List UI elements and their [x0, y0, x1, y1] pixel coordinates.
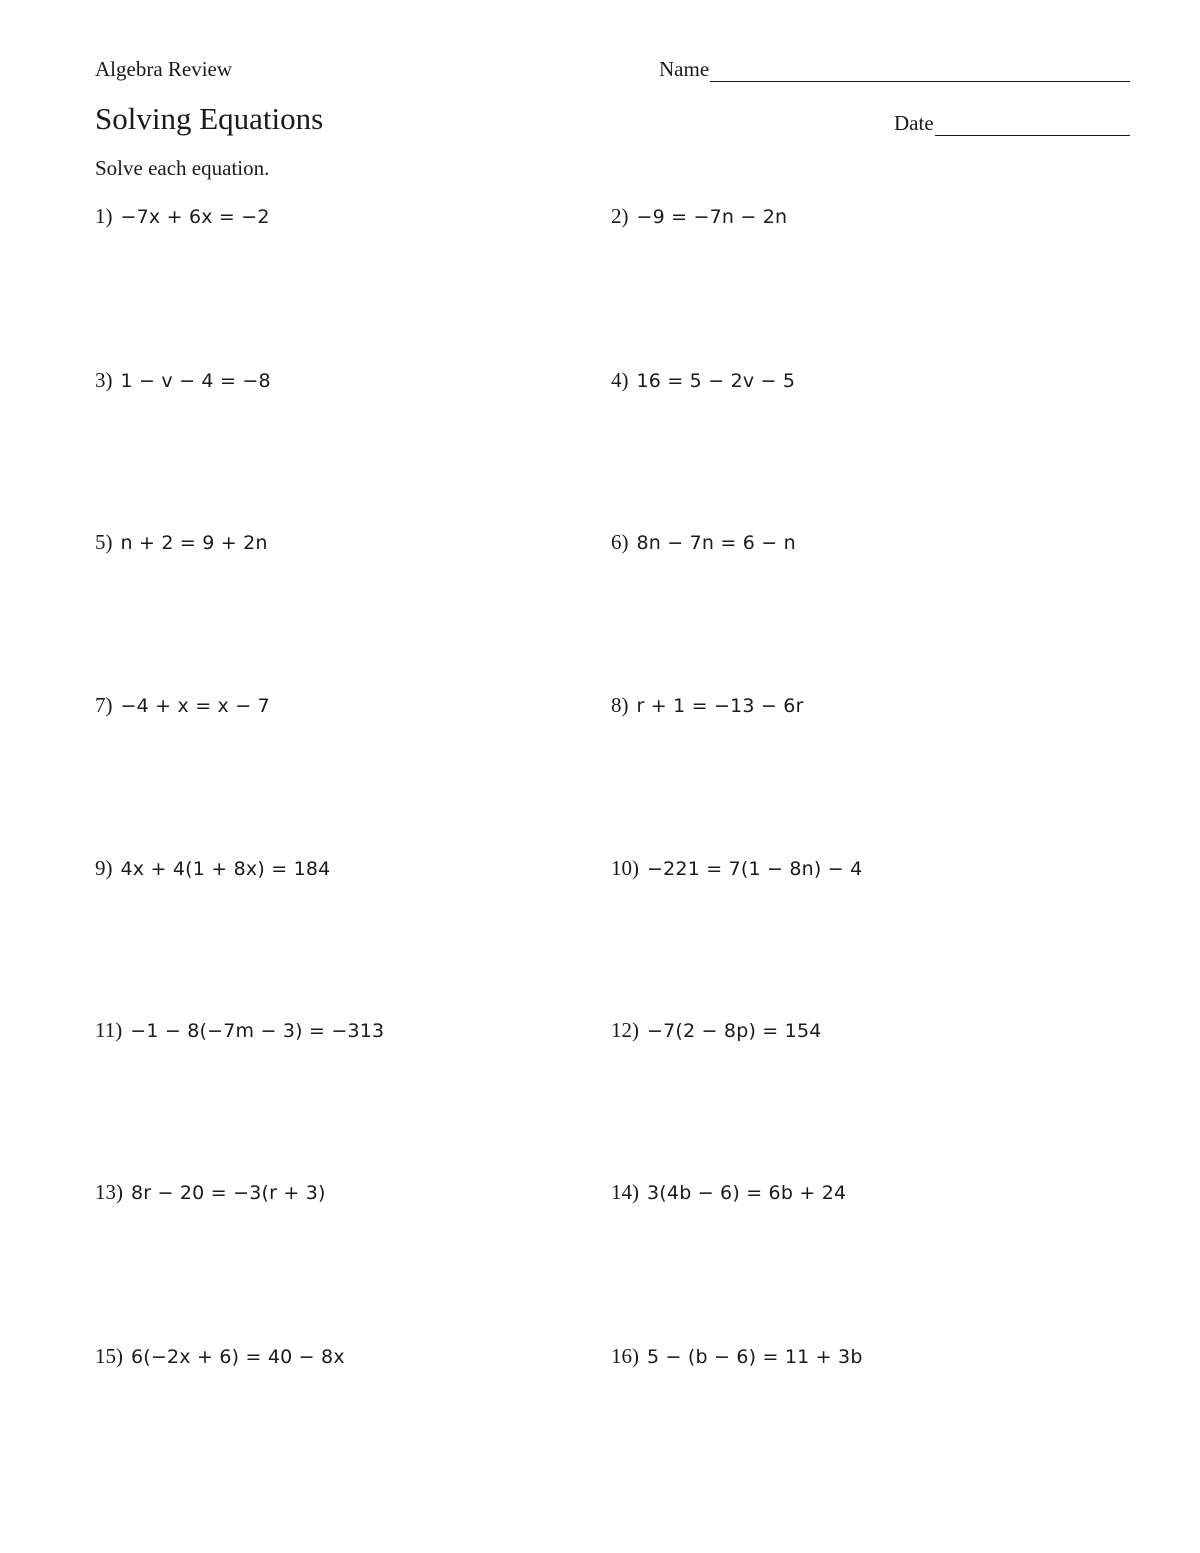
problem-equation: 8n − 7n = 6 − n: [636, 532, 796, 554]
problem-number: 5): [95, 530, 113, 554]
problem-11: [95, 1017, 384, 1044]
name-label: Name: [659, 57, 710, 81]
worksheet-title: Solving Equations: [95, 101, 324, 136]
problem-equation: −7x + 6x = −2: [120, 206, 270, 228]
problem-equation: −1 − 8(−7m − 3) = −313: [130, 1020, 385, 1042]
problem-16: [611, 1343, 863, 1370]
problem-number: 10): [611, 856, 639, 880]
problem-number: 16): [611, 1344, 639, 1368]
problem-6: [611, 529, 796, 556]
problem-equation: 5 − (b − 6) = 11 + 3b: [647, 1346, 863, 1368]
problem-9: [95, 855, 330, 882]
problem-number: 14): [611, 1180, 639, 1204]
problem-3: [95, 367, 271, 394]
date-blank-line[interactable]: [935, 113, 1130, 136]
problem-equation: −7(2 − 8p) = 154: [647, 1020, 822, 1042]
problem-15: [95, 1343, 345, 1370]
problem-equation: −4 + x = x − 7: [120, 695, 270, 717]
name-blank-line[interactable]: [710, 59, 1130, 82]
problem-10: [611, 855, 862, 882]
problem-4: [611, 367, 795, 394]
problem-equation: 4x + 4(1 + 8x) = 184: [120, 858, 331, 880]
problem-equation: −9 = −7n − 2n: [636, 206, 788, 228]
problem-equation: 8r − 20 = −3(r + 3): [131, 1182, 326, 1204]
problem-equation: 6(−2x + 6) = 40 − 8x: [131, 1346, 345, 1368]
problem-equation: 1 − v − 4 = −8: [120, 370, 271, 392]
problem-equation: 16 = 5 − 2v − 5: [636, 370, 796, 392]
problem-1: [95, 203, 270, 230]
problem-5: [95, 529, 268, 556]
problem-12: [611, 1017, 822, 1044]
problem-13: [95, 1179, 326, 1206]
instructions: Solve each equation.: [95, 156, 270, 180]
problem-equation: n + 2 = 9 + 2n: [120, 532, 268, 554]
problem-number: 8): [611, 693, 629, 717]
problem-number: 3): [95, 368, 113, 392]
problem-number: 15): [95, 1344, 123, 1368]
problem-equation: r + 1 = −13 − 6r: [636, 695, 804, 717]
problem-14: [611, 1179, 846, 1206]
problem-number: 4): [611, 368, 629, 392]
date-label: Date: [894, 111, 934, 135]
problem-8: [611, 692, 804, 719]
problem-number: 1): [95, 204, 113, 228]
problem-equation: 3(4b − 6) = 6b + 24: [647, 1182, 847, 1204]
problem-equation: −221 = 7(1 − 8n) − 4: [647, 858, 863, 880]
problem-number: 7): [95, 693, 113, 717]
problem-number: 11): [95, 1018, 123, 1042]
problem-number: 12): [611, 1018, 639, 1042]
problem-2: [611, 203, 787, 230]
course-name: Algebra Review: [95, 57, 233, 81]
problem-number: 2): [611, 204, 629, 228]
date-field[interactable]: [894, 110, 1130, 136]
problem-number: 6): [611, 530, 629, 554]
problem-number: 13): [95, 1180, 123, 1204]
problem-7: [95, 692, 270, 719]
name-field[interactable]: [659, 56, 1130, 82]
problem-number: 9): [95, 856, 113, 880]
